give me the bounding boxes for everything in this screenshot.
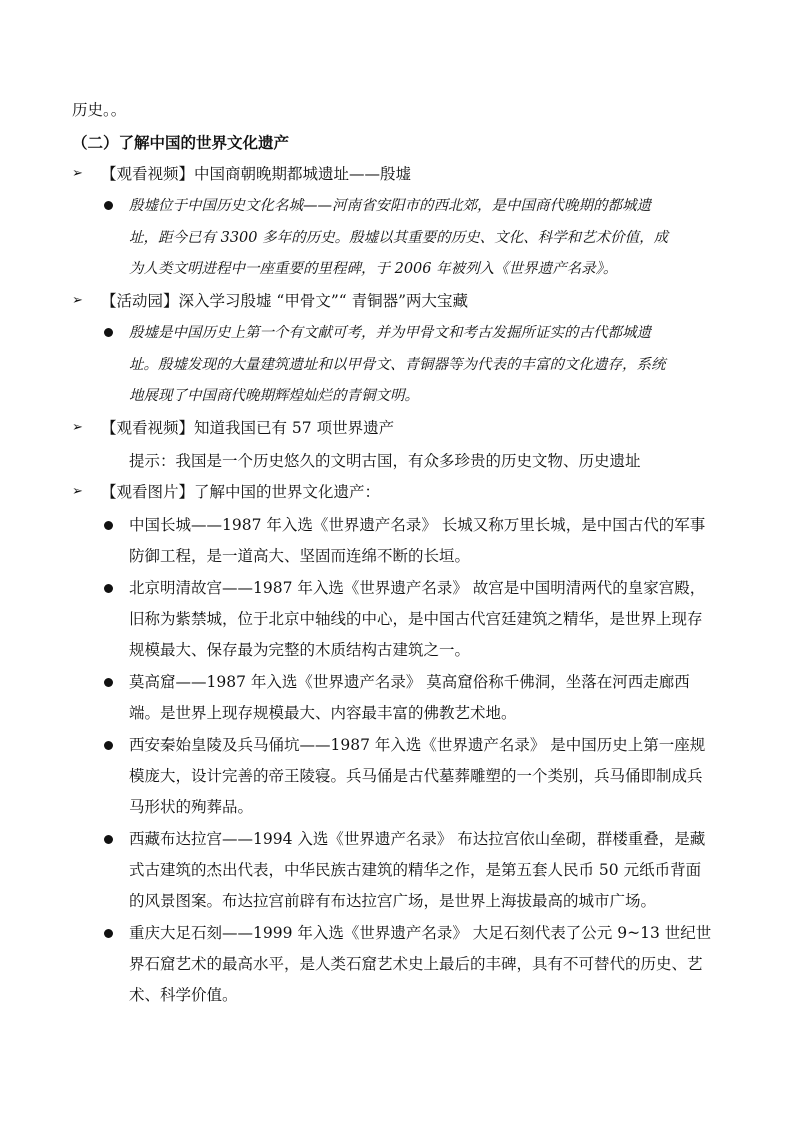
item-label-heritage-count: 【观看视频】知道我国已有 57 项世界遗产 [101,419,395,437]
bullet-dot-icon [104,521,113,530]
heritage-text-line: 马形状的殉葬品。 [129,798,254,816]
arrow-bullet-icon: ➢ [72,293,83,308]
bullet-dot-icon [104,584,113,593]
heritage-text-line: 旧称为紫禁城，位于北京中轴线的中心，是中国古代宫廷建筑之精华，是世界上现存 [129,610,703,628]
bullet-dot-icon [104,835,113,844]
heritage-text-line: 重庆大足石刻——1999 年入选《世界遗产名录》 大足石刻代表了公元 9~13 世纪世 [129,924,712,942]
bullet-text-line: 殷墟位于中国历史文化名城——河南省安阳市的西北郊，是中国商代晚期的都城遗 [129,198,651,214]
bullet-text-line: 为人类文明进程中一座重要的里程碑，于 2006 年被列入《世界遗产名录》。 [129,261,618,277]
heritage-text-line: 术、科学价值。 [129,986,238,1004]
heritage-text-line: 式古建筑的杰出代表，中华民族古建筑的精华之作，是第五套人民币 50 元纸币背面 [129,861,702,879]
bullet-dot-icon [104,201,113,210]
arrow-bullet-icon: ➢ [72,484,83,499]
bullet-text-line: 殷墟是中国历史上第一个有文献可考，并为甲骨文和考古发掘所证实的古代都城遗 [129,325,651,341]
heritage-text-line: 中国长城——1987 年入选《世界遗产名录》 长城又称万里长城，是中国古代的军事 [129,516,706,534]
bullet-text-line: 址。殷墟发现的大量建筑遗址和以甲骨文、青铜器等为代表的丰富的文化遗存，系统 [129,357,666,373]
heritage-text-line: 的风景图案。布达拉宫前辟有布达拉宫广场，是世界上海拔最高的城市广场。 [129,892,657,910]
heritage-text-line: 西安秦始皇陵及兵马俑坑——1987 年入选《世界遗产名录》 是中国历史上第一座规 [129,736,706,754]
heritage-text-line: 莫高窟——1987 年入选《世界遗产名录》 莫高窟俗称千佛洞，坐落在河西走廊西 [129,673,690,691]
item-label-yinxu-video: 【观看视频】中国商朝晚期都城遗址——殷墟 [101,165,412,183]
bullet-dot-icon [104,328,113,337]
heritage-text-line: 北京明清故宫——1987 年入选《世界遗产名录》 故宫是中国明清两代的皇家宫殿， [129,579,706,597]
heritage-text-line: 界石窟艺术的最高水平，是人类石窟艺术史上最后的丰碑，具有不可替代的历史、艺 [129,955,703,973]
heritage-text-line: 模庞大，设计完善的帝王陵寝。兵马俑是古代墓葬雕塑的一个类别，兵马俑即制成兵 [129,767,703,785]
heritage-text-line: 西藏布达拉宫——1994 入选《世界遗产名录》 布达拉宫依山垒砌，群楼重叠，是藏 [129,830,706,848]
heritage-text-line: 规模最大、保存最为完整的木质结构古建筑之一。 [129,641,471,659]
bullet-text-line: 址，距今已有 3300 多年的历史。殷墟以其重要的历史、文化、科学和艺术价值，成 [129,230,669,246]
bullet-text-line: 地展现了中国商代晚期辉煌灿烂的青铜文明。 [129,388,419,404]
heritage-text-line: 防御工程，是一道高大、坚固而连绵不断的长垣。 [129,547,471,565]
heritage-text-line: 端。是世界上现存规模最大、内容最丰富的佛教艺术地。 [129,704,517,722]
item-label-pictures: 【观看图片】了解中国的世界文化遗产： [101,483,381,501]
intro-line: 历史。。 [72,101,127,119]
bullet-dot-icon [104,929,113,938]
section-heading: （二）了解中国的世界文化遗产 [72,133,290,152]
arrow-bullet-icon: ➢ [72,166,83,181]
bullet-dot-icon [104,741,113,750]
hint-text: 提示：我国是一个历史悠久的文明古国，有众多珍贵的历史文物、历史遗址 [129,452,641,470]
item-label-activity: 【活动园】深入学习殷墟 “甲骨文”“ 青铜器”两大宝藏 [101,292,469,310]
arrow-bullet-icon: ➢ [72,420,83,435]
bullet-dot-icon [104,678,113,687]
